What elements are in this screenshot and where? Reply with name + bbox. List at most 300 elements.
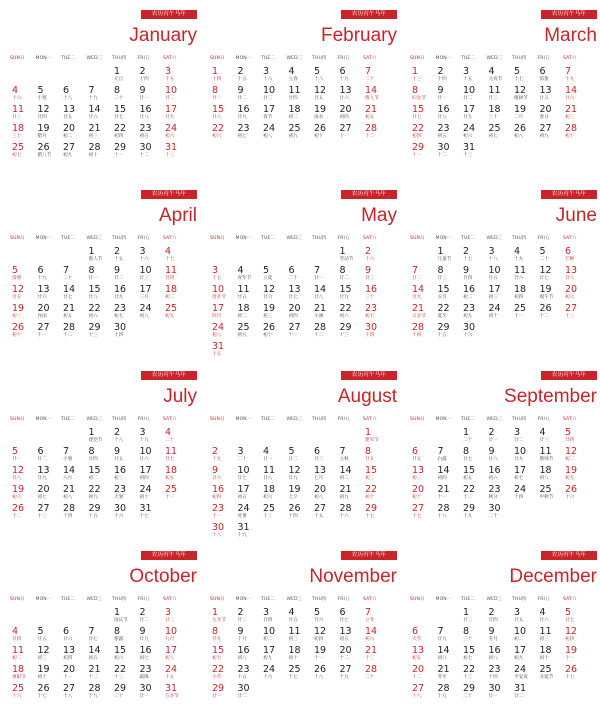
day-cell[interactable] bbox=[140, 465, 166, 483]
day-cell[interactable] bbox=[12, 322, 38, 340]
day-cell[interactable] bbox=[238, 446, 264, 464]
day-cell[interactable] bbox=[165, 123, 191, 141]
day-cell[interactable] bbox=[412, 265, 438, 283]
day-cell[interactable] bbox=[89, 683, 115, 701]
day-cell[interactable] bbox=[438, 465, 464, 483]
day-cell[interactable] bbox=[412, 484, 438, 502]
day-cell[interactable] bbox=[540, 85, 566, 103]
day-cell[interactable] bbox=[412, 446, 438, 464]
day-cell[interactable] bbox=[89, 85, 115, 103]
day-cell[interactable] bbox=[63, 322, 89, 340]
day-cell[interactable] bbox=[340, 123, 366, 141]
day-cell[interactable] bbox=[365, 645, 391, 663]
day-cell[interactable] bbox=[38, 284, 64, 302]
day-cell[interactable] bbox=[212, 607, 238, 625]
day-cell[interactable] bbox=[63, 645, 89, 663]
day-cell[interactable] bbox=[489, 104, 515, 122]
day-cell[interactable] bbox=[514, 303, 540, 321]
day-cell[interactable] bbox=[238, 626, 264, 644]
day-cell[interactable] bbox=[438, 322, 464, 340]
day-cell[interactable] bbox=[489, 626, 515, 644]
day-cell[interactable] bbox=[340, 484, 366, 502]
day-cell[interactable] bbox=[314, 303, 340, 321]
day-cell[interactable] bbox=[165, 446, 191, 464]
day-cell[interactable] bbox=[38, 465, 64, 483]
day-cell[interactable] bbox=[238, 664, 264, 682]
day-cell[interactable] bbox=[463, 427, 489, 445]
day-cell[interactable] bbox=[463, 446, 489, 464]
day-cell[interactable] bbox=[340, 284, 366, 302]
day-cell[interactable] bbox=[489, 123, 515, 141]
day-cell[interactable] bbox=[314, 66, 340, 84]
day-cell[interactable] bbox=[238, 503, 264, 521]
day-cell[interactable] bbox=[565, 66, 591, 84]
day-cell[interactable] bbox=[540, 104, 566, 122]
day-cell[interactable] bbox=[238, 322, 264, 340]
day-cell[interactable] bbox=[140, 303, 166, 321]
day-cell[interactable] bbox=[89, 503, 115, 521]
day-cell[interactable] bbox=[438, 645, 464, 663]
day-cell[interactable] bbox=[540, 446, 566, 464]
day-cell[interactable] bbox=[463, 503, 489, 521]
day-cell[interactable] bbox=[165, 607, 191, 625]
day-cell[interactable] bbox=[463, 85, 489, 103]
day-cell[interactable] bbox=[540, 66, 566, 84]
day-cell[interactable] bbox=[12, 683, 38, 701]
day-cell[interactable] bbox=[514, 683, 540, 701]
day-cell[interactable] bbox=[263, 265, 289, 283]
day-cell[interactable] bbox=[340, 626, 366, 644]
day-cell[interactable] bbox=[340, 66, 366, 84]
day-cell[interactable] bbox=[489, 645, 515, 663]
day-cell[interactable] bbox=[540, 284, 566, 302]
day-cell[interactable] bbox=[263, 626, 289, 644]
day-cell[interactable] bbox=[514, 265, 540, 283]
day-cell[interactable] bbox=[238, 104, 264, 122]
day-cell[interactable] bbox=[565, 265, 591, 283]
day-cell[interactable] bbox=[463, 664, 489, 682]
day-cell[interactable] bbox=[489, 427, 515, 445]
day-cell[interactable] bbox=[340, 503, 366, 521]
day-cell[interactable] bbox=[212, 683, 238, 701]
day-cell[interactable] bbox=[165, 645, 191, 663]
day-cell[interactable] bbox=[12, 123, 38, 141]
day-cell[interactable] bbox=[314, 322, 340, 340]
day-cell[interactable] bbox=[12, 284, 38, 302]
day-cell[interactable] bbox=[63, 503, 89, 521]
day-cell[interactable] bbox=[63, 265, 89, 283]
day-cell[interactable] bbox=[140, 142, 166, 160]
day-cell[interactable] bbox=[140, 683, 166, 701]
day-cell[interactable] bbox=[63, 85, 89, 103]
day-cell[interactable] bbox=[540, 607, 566, 625]
day-cell[interactable] bbox=[212, 503, 238, 521]
day-cell[interactable] bbox=[63, 123, 89, 141]
day-cell[interactable] bbox=[463, 265, 489, 283]
day-cell[interactable] bbox=[463, 66, 489, 84]
day-cell[interactable] bbox=[438, 664, 464, 682]
day-cell[interactable] bbox=[565, 284, 591, 302]
day-cell[interactable] bbox=[12, 626, 38, 644]
day-cell[interactable] bbox=[463, 683, 489, 701]
day-cell[interactable] bbox=[565, 427, 591, 445]
day-cell[interactable] bbox=[340, 645, 366, 663]
day-cell[interactable] bbox=[565, 85, 591, 103]
day-cell[interactable] bbox=[489, 85, 515, 103]
day-cell[interactable] bbox=[165, 284, 191, 302]
day-cell[interactable] bbox=[12, 85, 38, 103]
day-cell[interactable] bbox=[565, 465, 591, 483]
day-cell[interactable] bbox=[340, 85, 366, 103]
day-cell[interactable] bbox=[438, 66, 464, 84]
day-cell[interactable] bbox=[38, 303, 64, 321]
day-cell[interactable] bbox=[89, 484, 115, 502]
day-cell[interactable] bbox=[212, 303, 238, 321]
day-cell[interactable] bbox=[238, 607, 264, 625]
day-cell[interactable] bbox=[514, 626, 540, 644]
day-cell[interactable] bbox=[489, 284, 515, 302]
day-cell[interactable] bbox=[314, 645, 340, 663]
day-cell[interactable] bbox=[463, 465, 489, 483]
day-cell[interactable] bbox=[540, 246, 566, 264]
day-cell[interactable] bbox=[263, 104, 289, 122]
day-cell[interactable] bbox=[212, 341, 238, 359]
day-cell[interactable] bbox=[412, 503, 438, 521]
day-cell[interactable] bbox=[63, 104, 89, 122]
day-cell[interactable] bbox=[63, 446, 89, 464]
day-cell[interactable] bbox=[89, 284, 115, 302]
day-cell[interactable] bbox=[238, 284, 264, 302]
day-cell[interactable] bbox=[289, 104, 315, 122]
day-cell[interactable] bbox=[140, 664, 166, 682]
day-cell[interactable] bbox=[38, 645, 64, 663]
day-cell[interactable] bbox=[38, 123, 64, 141]
day-cell[interactable] bbox=[412, 465, 438, 483]
day-cell[interactable] bbox=[212, 465, 238, 483]
day-cell[interactable] bbox=[314, 104, 340, 122]
day-cell[interactable] bbox=[412, 284, 438, 302]
day-cell[interactable] bbox=[463, 607, 489, 625]
day-cell[interactable] bbox=[140, 284, 166, 302]
day-cell[interactable] bbox=[38, 322, 64, 340]
day-cell[interactable] bbox=[565, 645, 591, 663]
day-cell[interactable] bbox=[438, 123, 464, 141]
day-cell[interactable] bbox=[212, 484, 238, 502]
day-cell[interactable] bbox=[114, 607, 140, 625]
day-cell[interactable] bbox=[212, 322, 238, 340]
day-cell[interactable] bbox=[514, 85, 540, 103]
day-cell[interactable] bbox=[540, 484, 566, 502]
day-cell[interactable] bbox=[289, 664, 315, 682]
day-cell[interactable] bbox=[238, 265, 264, 283]
day-cell[interactable] bbox=[514, 284, 540, 302]
day-cell[interactable] bbox=[289, 465, 315, 483]
day-cell[interactable] bbox=[63, 683, 89, 701]
day-cell[interactable] bbox=[140, 484, 166, 502]
day-cell[interactable] bbox=[140, 123, 166, 141]
day-cell[interactable] bbox=[263, 303, 289, 321]
day-cell[interactable] bbox=[438, 142, 464, 160]
day-cell[interactable] bbox=[514, 484, 540, 502]
day-cell[interactable] bbox=[89, 265, 115, 283]
day-cell[interactable] bbox=[289, 503, 315, 521]
day-cell[interactable] bbox=[114, 427, 140, 445]
day-cell[interactable] bbox=[38, 85, 64, 103]
day-cell[interactable] bbox=[463, 626, 489, 644]
day-cell[interactable] bbox=[12, 303, 38, 321]
day-cell[interactable] bbox=[63, 142, 89, 160]
day-cell[interactable] bbox=[365, 465, 391, 483]
day-cell[interactable] bbox=[212, 522, 238, 540]
day-cell[interactable] bbox=[412, 645, 438, 663]
day-cell[interactable] bbox=[565, 607, 591, 625]
day-cell[interactable] bbox=[365, 446, 391, 464]
day-cell[interactable] bbox=[38, 484, 64, 502]
day-cell[interactable] bbox=[89, 246, 115, 264]
day-cell[interactable] bbox=[38, 265, 64, 283]
day-cell[interactable] bbox=[165, 626, 191, 644]
day-cell[interactable] bbox=[314, 664, 340, 682]
day-cell[interactable] bbox=[263, 503, 289, 521]
day-cell[interactable] bbox=[463, 284, 489, 302]
day-cell[interactable] bbox=[489, 246, 515, 264]
day-cell[interactable] bbox=[140, 626, 166, 644]
day-cell[interactable] bbox=[412, 664, 438, 682]
day-cell[interactable] bbox=[412, 322, 438, 340]
day-cell[interactable] bbox=[289, 645, 315, 663]
day-cell[interactable] bbox=[263, 465, 289, 483]
day-cell[interactable] bbox=[238, 465, 264, 483]
day-cell[interactable] bbox=[565, 123, 591, 141]
day-cell[interactable] bbox=[463, 104, 489, 122]
day-cell[interactable] bbox=[438, 303, 464, 321]
day-cell[interactable] bbox=[140, 246, 166, 264]
day-cell[interactable] bbox=[565, 626, 591, 644]
day-cell[interactable] bbox=[365, 85, 391, 103]
day-cell[interactable] bbox=[340, 246, 366, 264]
day-cell[interactable] bbox=[514, 664, 540, 682]
day-cell[interactable] bbox=[114, 626, 140, 644]
day-cell[interactable] bbox=[514, 607, 540, 625]
day-cell[interactable] bbox=[238, 484, 264, 502]
day-cell[interactable] bbox=[38, 683, 64, 701]
day-cell[interactable] bbox=[463, 484, 489, 502]
day-cell[interactable] bbox=[38, 446, 64, 464]
day-cell[interactable] bbox=[114, 446, 140, 464]
day-cell[interactable] bbox=[212, 645, 238, 663]
day-cell[interactable] bbox=[438, 246, 464, 264]
day-cell[interactable] bbox=[140, 446, 166, 464]
day-cell[interactable] bbox=[212, 123, 238, 141]
day-cell[interactable] bbox=[340, 607, 366, 625]
day-cell[interactable] bbox=[438, 446, 464, 464]
day-cell[interactable] bbox=[365, 484, 391, 502]
day-cell[interactable] bbox=[365, 626, 391, 644]
day-cell[interactable] bbox=[212, 265, 238, 283]
day-cell[interactable] bbox=[165, 265, 191, 283]
day-cell[interactable] bbox=[365, 322, 391, 340]
day-cell[interactable] bbox=[63, 484, 89, 502]
day-cell[interactable] bbox=[114, 303, 140, 321]
day-cell[interactable] bbox=[412, 626, 438, 644]
day-cell[interactable] bbox=[212, 284, 238, 302]
day-cell[interactable] bbox=[540, 123, 566, 141]
day-cell[interactable] bbox=[114, 123, 140, 141]
day-cell[interactable] bbox=[540, 626, 566, 644]
day-cell[interactable] bbox=[489, 607, 515, 625]
day-cell[interactable] bbox=[140, 607, 166, 625]
day-cell[interactable] bbox=[165, 427, 191, 445]
day-cell[interactable] bbox=[289, 123, 315, 141]
day-cell[interactable] bbox=[212, 446, 238, 464]
day-cell[interactable] bbox=[165, 664, 191, 682]
day-cell[interactable] bbox=[314, 446, 340, 464]
day-cell[interactable] bbox=[212, 664, 238, 682]
day-cell[interactable] bbox=[463, 322, 489, 340]
day-cell[interactable] bbox=[89, 626, 115, 644]
day-cell[interactable] bbox=[314, 284, 340, 302]
day-cell[interactable] bbox=[438, 503, 464, 521]
day-cell[interactable] bbox=[89, 142, 115, 160]
day-cell[interactable] bbox=[489, 265, 515, 283]
day-cell[interactable] bbox=[489, 303, 515, 321]
day-cell[interactable] bbox=[289, 607, 315, 625]
day-cell[interactable] bbox=[438, 484, 464, 502]
day-cell[interactable] bbox=[540, 303, 566, 321]
day-cell[interactable] bbox=[412, 85, 438, 103]
day-cell[interactable] bbox=[114, 484, 140, 502]
day-cell[interactable] bbox=[365, 123, 391, 141]
day-cell[interactable] bbox=[12, 465, 38, 483]
day-cell[interactable] bbox=[289, 484, 315, 502]
day-cell[interactable] bbox=[165, 303, 191, 321]
day-cell[interactable] bbox=[438, 284, 464, 302]
day-cell[interactable] bbox=[89, 465, 115, 483]
day-cell[interactable] bbox=[63, 303, 89, 321]
day-cell[interactable] bbox=[165, 683, 191, 701]
day-cell[interactable] bbox=[140, 104, 166, 122]
day-cell[interactable] bbox=[165, 246, 191, 264]
day-cell[interactable] bbox=[263, 607, 289, 625]
day-cell[interactable] bbox=[165, 142, 191, 160]
day-cell[interactable] bbox=[463, 246, 489, 264]
day-cell[interactable] bbox=[489, 465, 515, 483]
day-cell[interactable] bbox=[238, 85, 264, 103]
day-cell[interactable] bbox=[289, 322, 315, 340]
day-cell[interactable] bbox=[89, 322, 115, 340]
day-cell[interactable] bbox=[340, 664, 366, 682]
day-cell[interactable] bbox=[514, 104, 540, 122]
day-cell[interactable] bbox=[238, 66, 264, 84]
day-cell[interactable] bbox=[489, 66, 515, 84]
day-cell[interactable] bbox=[263, 66, 289, 84]
day-cell[interactable] bbox=[165, 465, 191, 483]
day-cell[interactable] bbox=[238, 683, 264, 701]
day-cell[interactable] bbox=[38, 503, 64, 521]
day-cell[interactable] bbox=[314, 626, 340, 644]
day-cell[interactable] bbox=[412, 123, 438, 141]
day-cell[interactable] bbox=[314, 265, 340, 283]
day-cell[interactable] bbox=[140, 427, 166, 445]
day-cell[interactable] bbox=[565, 484, 591, 502]
day-cell[interactable] bbox=[340, 303, 366, 321]
day-cell[interactable] bbox=[263, 664, 289, 682]
day-cell[interactable] bbox=[114, 503, 140, 521]
day-cell[interactable] bbox=[63, 664, 89, 682]
day-cell[interactable] bbox=[365, 284, 391, 302]
day-cell[interactable] bbox=[114, 104, 140, 122]
day-cell[interactable] bbox=[12, 265, 38, 283]
day-cell[interactable] bbox=[38, 104, 64, 122]
day-cell[interactable] bbox=[540, 427, 566, 445]
day-cell[interactable] bbox=[489, 664, 515, 682]
day-cell[interactable] bbox=[489, 446, 515, 464]
day-cell[interactable] bbox=[340, 465, 366, 483]
day-cell[interactable] bbox=[89, 645, 115, 663]
day-cell[interactable] bbox=[263, 322, 289, 340]
day-cell[interactable] bbox=[63, 626, 89, 644]
day-cell[interactable] bbox=[263, 484, 289, 502]
day-cell[interactable] bbox=[263, 85, 289, 103]
day-cell[interactable] bbox=[340, 265, 366, 283]
day-cell[interactable] bbox=[438, 85, 464, 103]
day-cell[interactable] bbox=[438, 265, 464, 283]
day-cell[interactable] bbox=[314, 85, 340, 103]
day-cell[interactable] bbox=[514, 645, 540, 663]
day-cell[interactable] bbox=[212, 626, 238, 644]
day-cell[interactable] bbox=[12, 446, 38, 464]
day-cell[interactable] bbox=[89, 664, 115, 682]
day-cell[interactable] bbox=[340, 322, 366, 340]
day-cell[interactable] bbox=[12, 664, 38, 682]
day-cell[interactable] bbox=[89, 303, 115, 321]
day-cell[interactable] bbox=[540, 664, 566, 682]
day-cell[interactable] bbox=[540, 465, 566, 483]
day-cell[interactable] bbox=[314, 465, 340, 483]
day-cell[interactable] bbox=[38, 142, 64, 160]
day-cell[interactable] bbox=[63, 284, 89, 302]
day-cell[interactable] bbox=[365, 607, 391, 625]
day-cell[interactable] bbox=[89, 446, 115, 464]
day-cell[interactable] bbox=[365, 104, 391, 122]
day-cell[interactable] bbox=[212, 104, 238, 122]
day-cell[interactable] bbox=[289, 66, 315, 84]
day-cell[interactable] bbox=[365, 427, 391, 445]
day-cell[interactable] bbox=[89, 104, 115, 122]
day-cell[interactable] bbox=[289, 284, 315, 302]
day-cell[interactable] bbox=[365, 664, 391, 682]
day-cell[interactable] bbox=[12, 503, 38, 521]
day-cell[interactable] bbox=[289, 626, 315, 644]
day-cell[interactable] bbox=[114, 284, 140, 302]
day-cell[interactable] bbox=[165, 104, 191, 122]
day-cell[interactable] bbox=[438, 104, 464, 122]
day-cell[interactable] bbox=[289, 85, 315, 103]
day-cell[interactable] bbox=[412, 142, 438, 160]
day-cell[interactable] bbox=[340, 446, 366, 464]
day-cell[interactable] bbox=[165, 66, 191, 84]
day-cell[interactable] bbox=[289, 446, 315, 464]
day-cell[interactable] bbox=[463, 645, 489, 663]
day-cell[interactable] bbox=[114, 66, 140, 84]
day-cell[interactable] bbox=[565, 446, 591, 464]
day-cell[interactable] bbox=[412, 303, 438, 321]
day-cell[interactable] bbox=[140, 85, 166, 103]
day-cell[interactable] bbox=[12, 142, 38, 160]
day-cell[interactable] bbox=[365, 246, 391, 264]
day-cell[interactable] bbox=[114, 142, 140, 160]
day-cell[interactable] bbox=[140, 645, 166, 663]
